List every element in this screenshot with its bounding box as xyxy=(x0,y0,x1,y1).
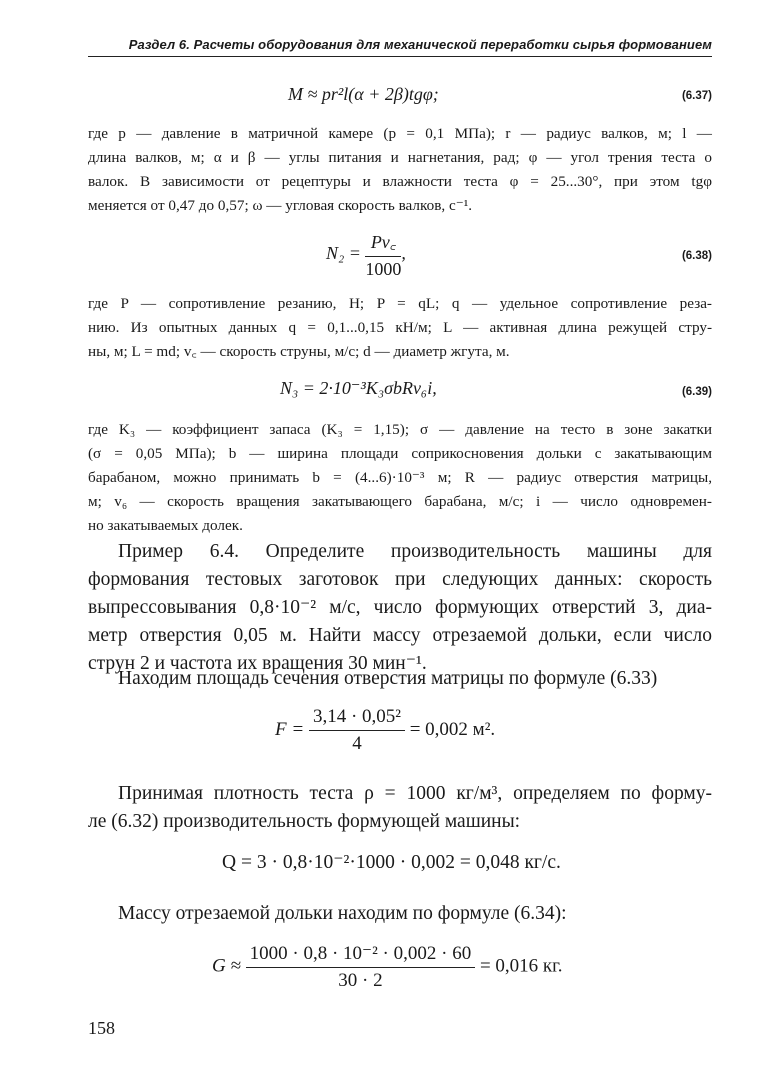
denominator: 30 · 2 xyxy=(338,970,383,991)
numerator: 3,14 · 0,05² xyxy=(309,706,405,731)
text-line: барабаном, можно принимать b = (4...6)·10⁻³ м; R — радиус отверстия матрицы, xyxy=(88,469,712,486)
text-line: где K₃ — коэффициент запаса (K₃ = 1,15); σ — давление на тесто в зоне закатки xyxy=(88,421,712,438)
text-line: формования тестовых заготовок при следующих данных: скорость xyxy=(88,569,712,590)
text-line: длина валков, м; α и β — углы питания и нагнетания, рад; φ — угол трения теста о xyxy=(88,149,712,166)
text-line: ле (6.32) производительность формующей машины: xyxy=(88,811,521,832)
running-header: Раздел 6. Расчеты оборудования для механической переработки сырья формованием xyxy=(128,37,712,52)
fraction xyxy=(309,706,405,755)
mass-text xyxy=(118,900,712,928)
header-rule xyxy=(88,56,712,57)
equation-6-38 xyxy=(326,230,406,280)
example-6-4 xyxy=(88,538,712,678)
equation-tail: , xyxy=(401,243,406,264)
text-line: Пример 6.4. Определите производительность машины для xyxy=(118,541,712,562)
equation-number-6-37: (6.37) xyxy=(681,90,712,102)
equation-number-6-39: (6.39) xyxy=(681,386,712,398)
denominator: 1000 xyxy=(365,259,402,279)
text-line: метр отверстия 0,05 м. Найти массу отрезаемой дольки, если число xyxy=(88,625,712,646)
find-area-text xyxy=(118,665,712,693)
density-paragraph xyxy=(88,780,712,836)
numerator: Pv꜀ xyxy=(365,230,401,257)
paragraph-eq637-legend xyxy=(88,122,712,218)
text-line: Массу отрезаемой дольки находим по формуле (6.34): xyxy=(118,903,567,924)
equation-number-6-38: (6.38) xyxy=(681,250,712,262)
equation-6-37: M ≈ pr²l(α + 2β)tgφ; xyxy=(288,84,439,104)
equation-rhs: = 0,016 кг. xyxy=(479,955,563,977)
text-line: ны, м; L = md; v꜀ — скорость струны, м/с; d — диаметр жгута, м. xyxy=(88,343,510,360)
text-line: м; v₆ — скорость вращения закатывающего барабана, м/с; i — число одновремен- xyxy=(88,493,712,510)
text-line: (σ = 0,05 МПа); b — ширина площади соприкосновения дольки с закатывающим xyxy=(88,445,712,462)
text-line: валок. В зависимости от рецептуры и влажности теста φ = 25...30°, при этом tgφ xyxy=(88,173,712,190)
text-line: выпрессовывания 0,8·10⁻² м/с, число формующих отверстий 3, диа- xyxy=(88,597,712,618)
denominator: 4 xyxy=(352,733,362,754)
page-number: 158 xyxy=(88,1018,115,1038)
paragraph-eq639-legend xyxy=(88,418,712,538)
equation-6-39: N₃ = 2·10⁻³K₃σbRv₆i, xyxy=(280,378,437,398)
equation-area xyxy=(275,706,495,755)
equation-lhs: G ≈ xyxy=(212,955,241,977)
equation-mass xyxy=(212,942,563,992)
equation-productivity: Q = 3 · 0,8·10⁻²·1000 · 0,002 = 0,048 кг/с. xyxy=(222,852,561,873)
text-line: где p — давление в матричной камере (p = 0,1 МПа); r — радиус валков, м; l — xyxy=(88,125,712,142)
text-line: меняется от 0,47 до 0,57; ω — угловая скорость валков, с⁻¹. xyxy=(88,197,473,214)
equation-lhs: N₂ = xyxy=(326,243,361,264)
paragraph-eq638-legend xyxy=(88,292,712,364)
text-line: Принимая плотность теста ρ = 1000 кг/м³, определяем по форму- xyxy=(118,783,712,804)
text-line: нию. Из опытных данных q = 0,1...0,15 кН/м; L — активная длина режущей стру- xyxy=(88,319,712,336)
numerator: 1000 · 0,8 · 10⁻² · 0,002 · 60 xyxy=(246,942,476,968)
text-line: струн 2 и частота их вращения 30 мин⁻¹. xyxy=(88,653,427,674)
equation-rhs: = 0,002 м². xyxy=(409,718,496,740)
text-line: где P — сопротивление резанию, Н; P = qL; q — удельное сопротивление реза- xyxy=(88,295,712,312)
text-line: Находим площадь сечения отверстия матрицы по формуле (6.33) xyxy=(118,668,658,689)
text-line: но закатываемых долек. xyxy=(88,517,243,534)
equation-lhs: F = xyxy=(275,718,305,740)
fraction xyxy=(365,230,401,280)
fraction xyxy=(246,942,476,992)
